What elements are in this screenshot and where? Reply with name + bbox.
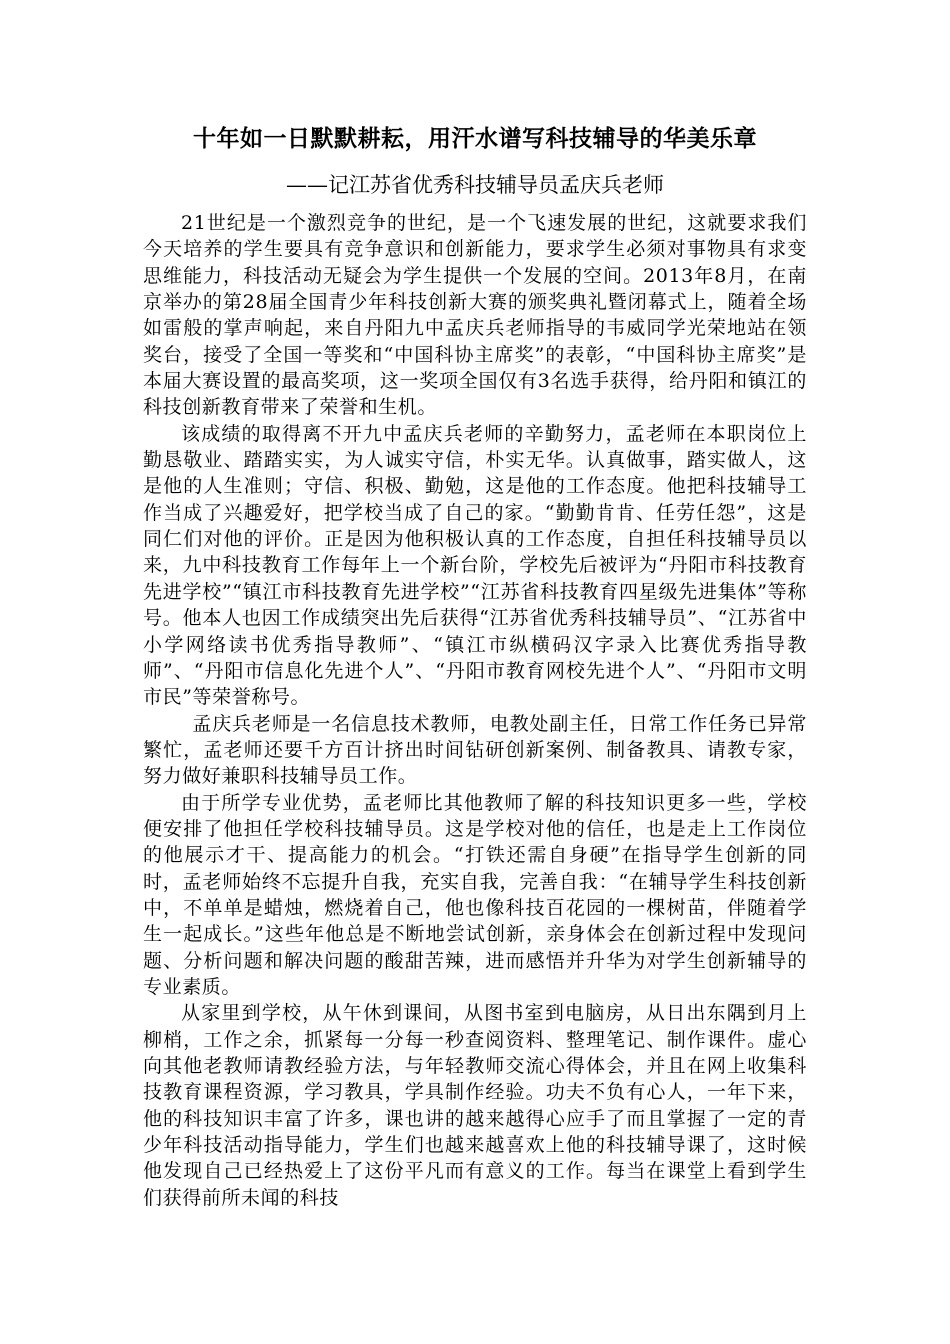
document-subtitle: ——记江苏省优秀科技辅导员孟庆兵老师 xyxy=(286,173,664,197)
document-body xyxy=(143,210,807,1211)
paragraph-5: 从家里到学校，从午休到课间，从图书室到电脑房，从日出东隅到月上柳梢，工作之余，抓紧每一分每一秒查阅资料、整理笔记、制作课件。虚心向其他老教师请教经验方法，与年轻教师交流心得体会，并且在网上收集科技教育课程资源，学习教具，学具制作经验。功夫不负有心人，一年下来，他的科技知识丰富了许多，课也讲的越来越得心应手了而且掌握了一定的青少年科技活动指导能力，学生们也越来越喜欢上他的科技辅导课了，这时候他发现自己已经热爱上了这份平凡而有意义的工作。每当在课堂上看到学生们获得前所未闻的科技 xyxy=(143,1002,807,1209)
paragraph-4: 由于所学专业优势，孟老师比其他教师了解的科技知识更多一些，学校便安排了他担任学校科技辅导员。这是学校对他的信任，也是走上工作岗位的他展示才干、提高能力的机会。“打铁还需自身硬”在指导学生创新的同时，孟老师始终不忘提升自我，充实自我，完善自我：“在辅导学生科技创新中，不单单是蜡烛，燃烧着自己，他也像科技百花园的一棵树苗，伴随着学生一起成长。”这些年他总是不断地尝试创新，亲身体会在创新过程中发现问题、分析问题和解决问题的酸甜苦辣，进而感悟并升华为对学生创新辅导的专业素质。 xyxy=(143,791,807,998)
document-title: 十年如一日默默耕耘，用汗水谱写科技辅导的华美乐章 xyxy=(193,126,757,152)
paragraph-2: 该成绩的取得离不开九中孟庆兵老师的辛勤努力，孟老师在本职岗位上勤恳敬业、踏踏实实，为人诚实守信，朴实无华。认真做事，踏实做人，这是他的人生准则；守信、积极、勤勉，这是他的工作态度。他把科技辅导工作当成了兴趣爱好，把学校当成了自己的家。“勤勤肯肯、任劳任怨”，这是同仁们对他的评价。正是因为他积极认真的工作态度，自担任科技辅导员以来，九中科技教育工作每年上一个新台阶，学校先后被评为“丹阳市科技教育先进学校”“镇江市科技教育先进学校”“江苏省科技教育四星级先进集体”等称号。他本人也因工作成绩突出先后获得“江苏省优秀科技辅导员”、“江苏省中小学网络读书优秀指导教师”、“镇江市纵横码汉字录入比赛优秀指导教师”、“丹阳市信息化先进个人”、“丹阳市教育网校先进个人”、“丹阳市文明市民”等荣誉称号。 xyxy=(143,422,807,709)
paragraph-3: 孟庆兵老师是一名信息技术教师，电教处副主任，日常工作任务已异常繁忙，孟老师还要千方百计挤出时间钻研创新案例、制备教具、请教专家，努力做好兼职科技辅导员工作。 xyxy=(143,712,807,788)
paragraph-1: 21世纪是一个激烈竞争的世纪，是一个飞速发展的世纪，这就要求我们今天培养的学生要具有竞争意识和创新能力，要求学生必须对事物具有求变思维能力，科技活动无疑会为学生提供一个发展的空间。2013年8月，在南京举办的第28届全国青少年科技创新大赛的颁奖典礼暨闭幕式上，随着全场如雷般的掌声响起，来自丹阳九中孟庆兵老师指导的韦威同学光荣地站在领奖台，接受了全国一等奖和“中国科协主席奖”的表彰，“中国科协主席奖”是本届大赛设置的最高奖项，这一奖项全国仅有3名选手获得，给丹阳和镇江的科技创新教育带来了荣誉和生机。 xyxy=(143,212,807,419)
